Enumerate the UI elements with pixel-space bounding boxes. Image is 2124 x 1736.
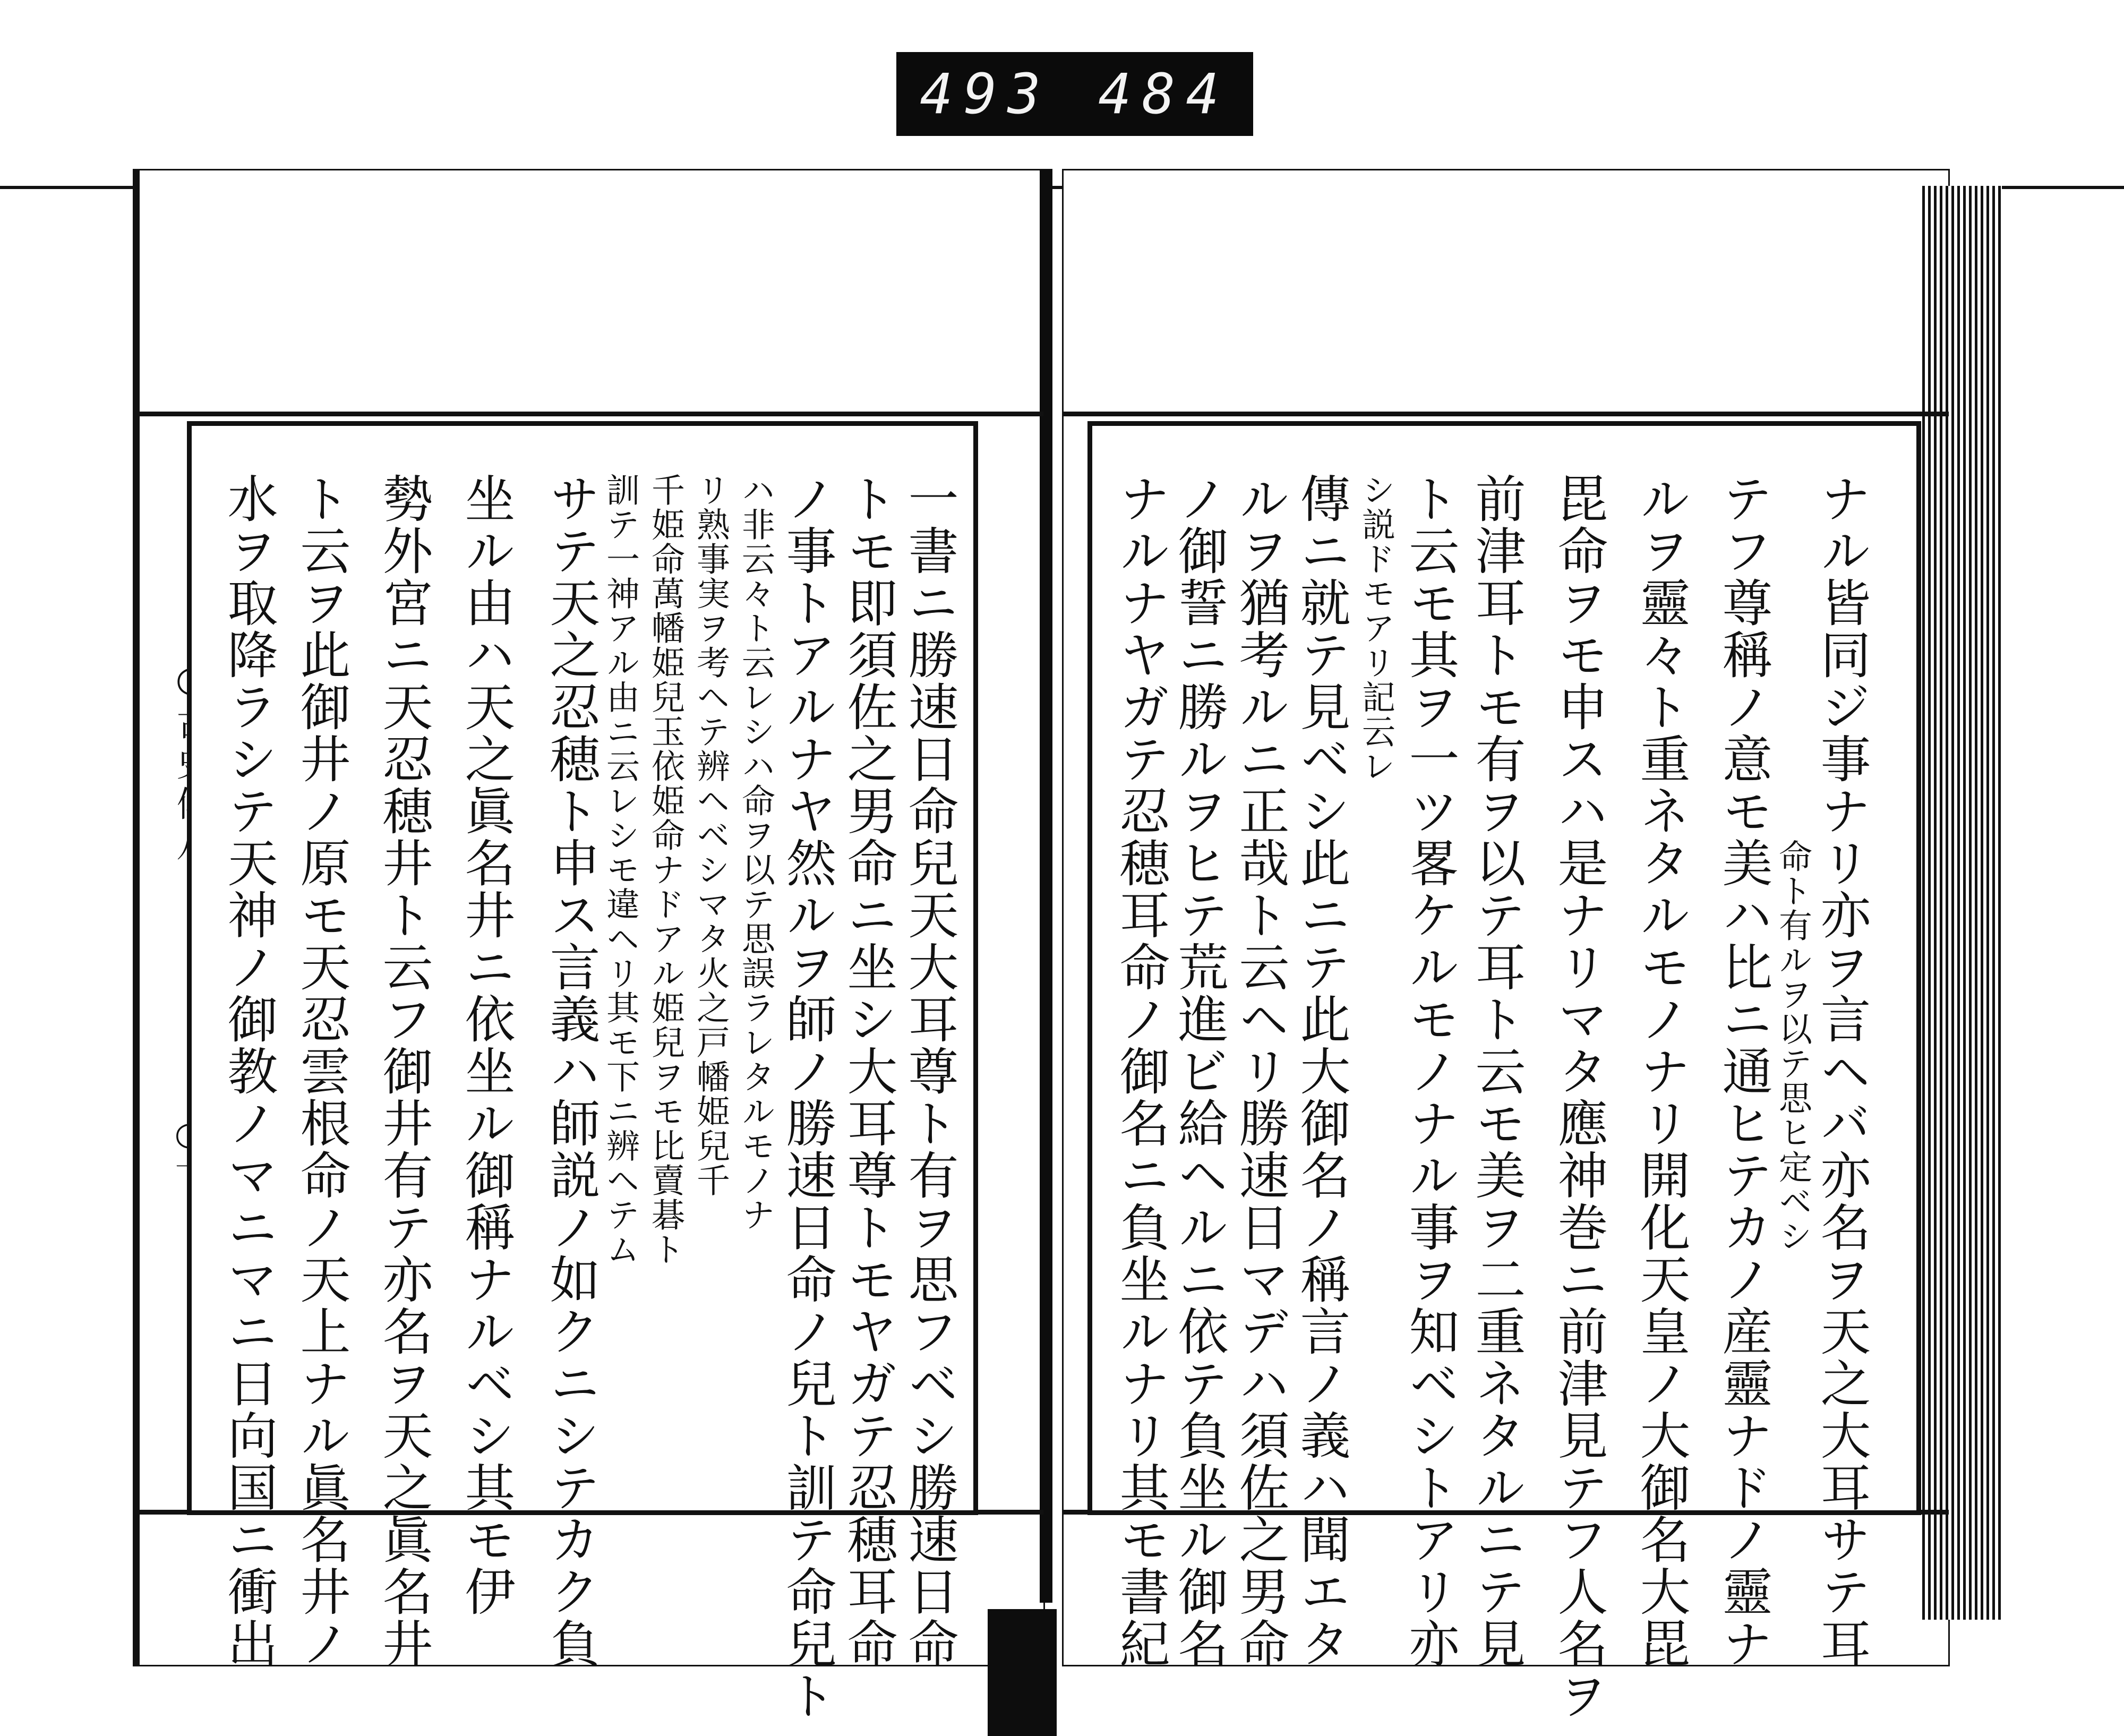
upper-rule-left: [138, 412, 1043, 416]
text-column: シ説ドモアリ記云レ: [1357, 473, 1395, 783]
text-column: ト云モ其ヲ一ツ畧ケルモノナル事ヲ知ベシトアリ亦: [1401, 473, 1459, 1670]
text-column: ト云ヲ此御井ノ原モ天忍雲根命ノ天上ナル眞名井ノ: [292, 473, 350, 1670]
text-column: リ熟事実ヲ考ヘテ辨ヘベシマタ火之戸幡姫兒千: [691, 473, 730, 1198]
text-column: ルヲ猶考ルニ正哉ト云ヘリ勝速日マデハ須佐之男命: [1231, 473, 1289, 1670]
text-column: 命ト有ルヲ以テ思ヒ定ベシ: [1774, 839, 1812, 1253]
text-column: 毘命ヲモ申スハ是ナリマタ應神巻ニ前津見テフ人名ヲ: [1549, 473, 1608, 1722]
text-column: 千姫命萬幡姫兒玉依姫命ナドアル姫兒ヲモ比賣碁ト: [646, 473, 685, 1267]
text-column: トモ即須佐之男命ニ坐シ大耳尊トモヤガテ忍穂耳命: [839, 473, 897, 1670]
stamp-number-right: 484: [1098, 62, 1230, 126]
spine-binding: [988, 1609, 1057, 1736]
text-column: ハ非云々ト云レシハ命ヲ以テ思誤ラレタルモノナ: [736, 473, 775, 1232]
text-column: ナルナヤガテ忍穂耳命ノ御名ニ負坐ルナリ其モ書紀: [1111, 473, 1170, 1670]
text-column: テフ尊稱ノ意モ美ハ比ニ通ヒテカノ産靈ナドノ靈ナ: [1714, 473, 1772, 1670]
text-column: 一書ニ勝速日命兒天大耳尊ト有ヲ思フベシ勝速日命: [900, 473, 958, 1670]
text-column: ノ事トアルナヤ然ルヲ師ノ勝速日命ノ兒ト訓テ命兒ト: [778, 473, 836, 1722]
text-column: ルヲ靈々ト重ネタルモノナリ開化天皇ノ大御名大毘: [1632, 473, 1690, 1670]
text-column: 水ヲ取降ラシテ天神ノ御教ノマニマニ日向国ニ衝出: [219, 473, 278, 1670]
book-spine: [1040, 169, 1052, 1603]
text-column: ナル皆同ジ事ナリ亦ヲ言ヘバ亦名ヲ天之大耳サテ耳: [1812, 473, 1871, 1670]
text-column: 訓テ一神アル由ニ云レシモ違ヘリ其モ下ニ辨ヘテム: [601, 473, 640, 1267]
stamp-number-left: 493: [920, 62, 1051, 126]
archive-number-stamp: [896, 52, 1253, 136]
upper-rule-right: [1062, 412, 1949, 416]
text-column: ノ御誓ニ勝ルヲヒテ荒進ビ給ヘルニ依テ負坐ル御名: [1170, 473, 1228, 1670]
text-column: 前津耳トモ有ヲ以テ耳ト云モ美ヲ二重ネタルニテ見: [1467, 473, 1526, 1670]
page-edges: [1922, 186, 2002, 1620]
text-column: サテ天之忍穂ト申ス言義ハ師説ノ如クニシテカク負: [542, 473, 600, 1670]
text-column: 坐ル由ハ天之眞名井ニ依坐ル御稱ナルベシ其モ伊: [457, 473, 515, 1618]
text-column: 勢外宮ニ天忍穂井ト云フ御井有テ亦名ヲ天之眞名井: [374, 473, 433, 1670]
text-column: 傳ニ就テ見ベシ此ニテ此大御名ノ稱言ノ義ハ聞エタ: [1292, 473, 1350, 1670]
